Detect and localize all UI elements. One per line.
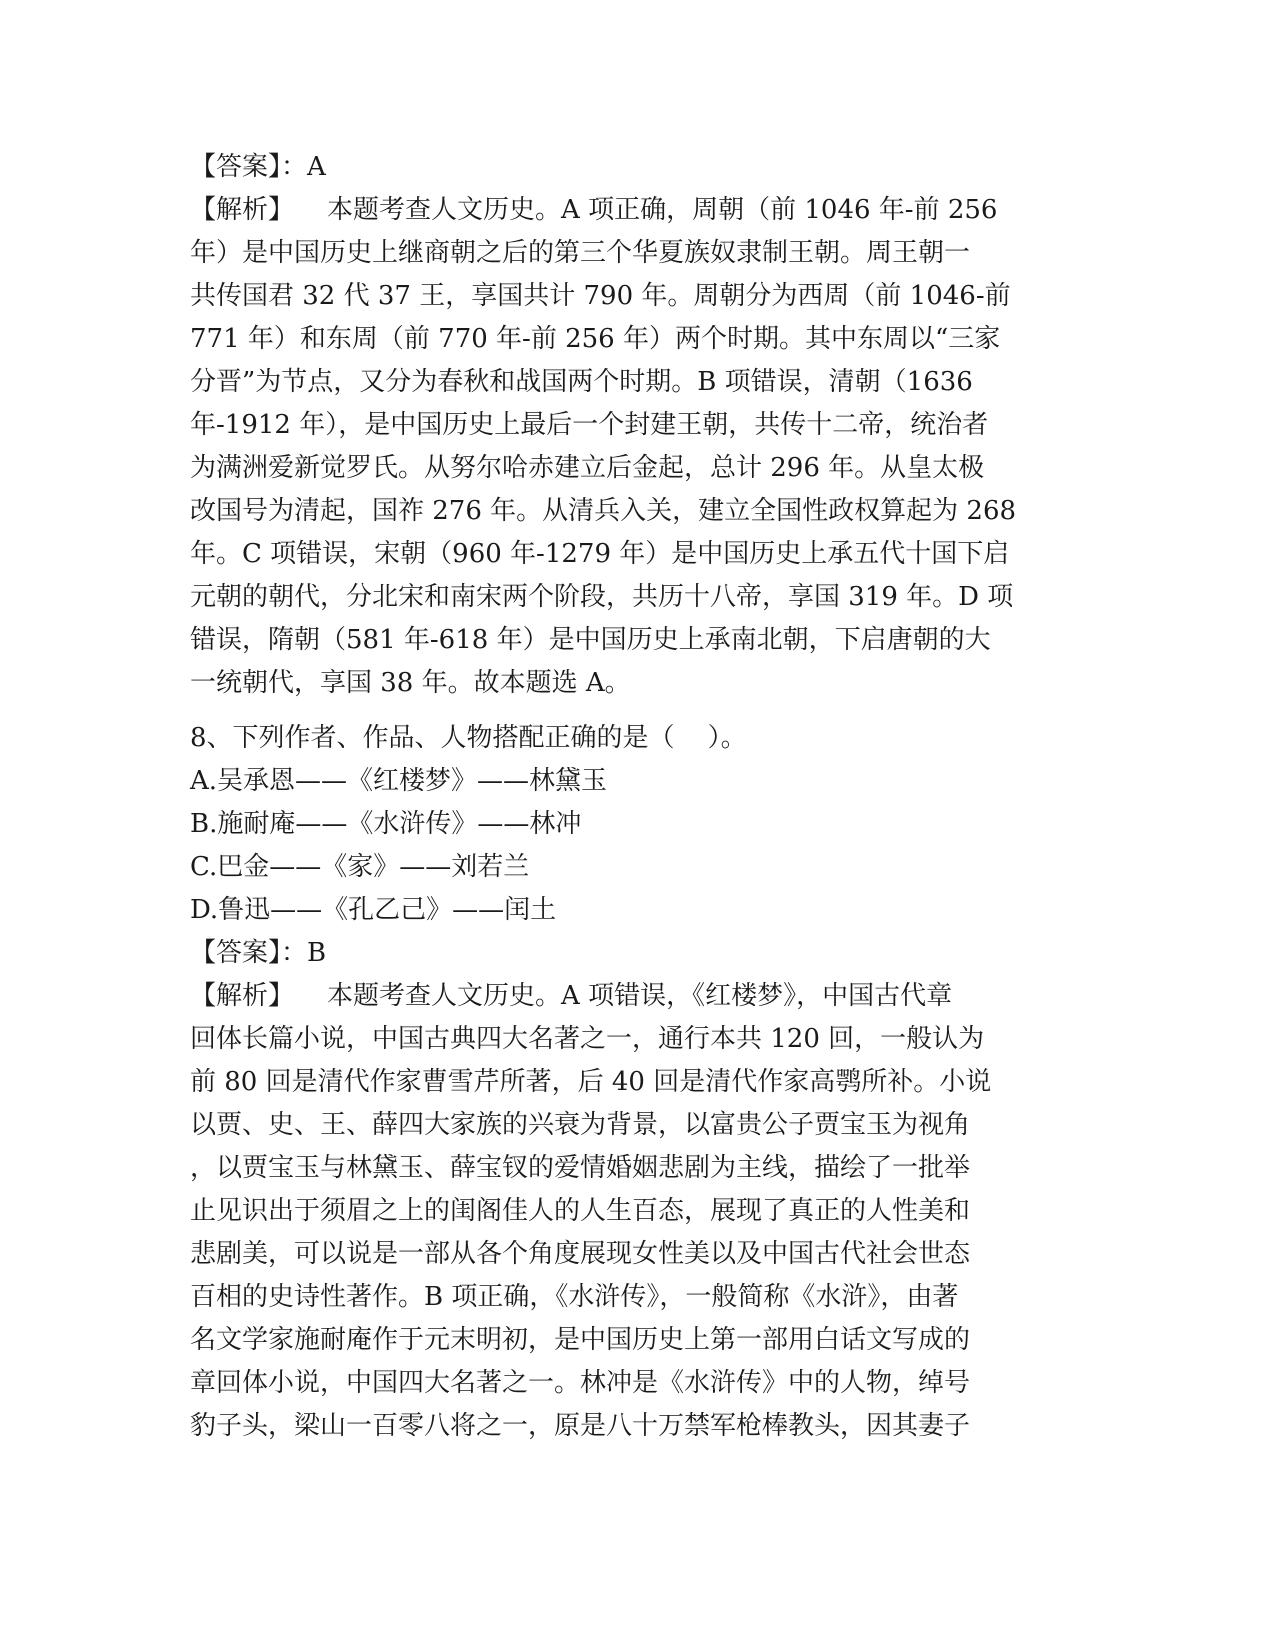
- analysis-line: 回体长篇小说，中国古典四大名著之一，通行本共 120 回，一般认为: [190, 1024, 985, 1054]
- analysis-line: 年）是中国历史上继商朝之后的第三个华夏族奴隶制王朝。周王朝一: [190, 238, 971, 268]
- analysis-line: 以贾、史、王、薛四大家族的兴衰为背景，以富贵公子贾宝玉为视角: [190, 1110, 971, 1140]
- analysis-line: 章回体小说，中国四大名著之一。林冲是《水浒传》中的人物，绰号: [190, 1368, 971, 1398]
- analysis-line: 一统朝代，享国 38 年。故本题选 A。: [190, 668, 631, 698]
- answer-line-q8: 【答案】：B: [190, 938, 327, 968]
- analysis-line: 前 80 回是清代作家曹雪芹所著，后 40 回是清代作家高鹗所补。小说: [190, 1067, 992, 1097]
- analysis-line: 止见识出于须眉之上的闺阁佳人的人生百态，展现了真正的人性美和: [190, 1196, 971, 1226]
- analysis-line: 共传国君 32 代 37 王，享国共计 790 年。周朝分为西周（前 1046-前: [190, 281, 1011, 311]
- document-body: [190, 146, 1095, 1448]
- options-q8: [190, 760, 1095, 932]
- analysis-q7: [190, 189, 1095, 705]
- analysis-line: 名文学家施耐庵作于元末明初，是中国历史上第一部用白话文写成的: [190, 1325, 971, 1355]
- analysis-line: 分晋”为节点，又分为春秋和战国两个时期。B 项错误，清朝（1636: [190, 367, 973, 397]
- analysis-line: 771 年）和东周（前 770 年-前 256 年）两个时期。其中东周以“三家: [190, 324, 1001, 354]
- analysis-line: 错误，隋朝（581 年-618 年）是中国历史上承南北朝，下启唐朝的大: [190, 625, 991, 655]
- analysis-line: 【解析】 本题考查人文历史。A 项错误，《红楼梦》，中国古代章: [190, 981, 953, 1011]
- analysis-line: 元朝的朝代，分北宋和南宋两个阶段，共历十八帝，享国 319 年。D 项: [190, 582, 1014, 612]
- analysis-line: 年。C 项错误，宋朝（960 年-1279 年）是中国历史上承五代十国下启: [190, 539, 1010, 569]
- question-stem-q8: 8、下列作者、作品、人物搭配正确的是（ ）。: [190, 723, 747, 753]
- analysis-line: ，以贾宝玉与林黛玉、薛宝钗的爱情婚姻悲剧为主线，描绘了一批举: [190, 1153, 971, 1183]
- option-d: D.鲁迅——《孔乙己》——闰土: [190, 895, 557, 925]
- answer-line-q7: 【答案】：A: [190, 152, 326, 182]
- option-b: B.施耐庵——《水浒传》——林冲: [190, 809, 582, 839]
- option-c: C.巴金——《家》——刘若兰: [190, 852, 530, 882]
- analysis-line: 改国号为清起，国祚 276 年。从清兵入关，建立全国性政权算起为 268: [190, 496, 1017, 526]
- analysis-line: 悲剧美，可以说是一部从各个角度展现女性美以及中国古代社会世态: [190, 1239, 971, 1269]
- analysis-line: 【解析】 本题考查人文历史。A 项正确，周朝（前 1046 年-前 256: [190, 195, 998, 225]
- option-a: A.吴承恩——《红楼梦》——林黛玉: [190, 766, 608, 796]
- analysis-line: 为满洲爱新觉罗氏。从努尔哈赤建立后金起，总计 296 年。从皇太极: [190, 453, 985, 483]
- analysis-line: 百相的史诗性著作。B 项正确，《水浒传》，一般简称《水浒》，由著: [190, 1282, 959, 1312]
- analysis-q8: [190, 975, 1095, 1448]
- analysis-line: 豹子头，梁山一百零八将之一，原是八十万禁军枪棒教头，因其妻子: [190, 1411, 971, 1441]
- analysis-line: 年-1912 年），是中国历史上最后一个封建王朝，共传十二帝，统治者: [190, 410, 989, 440]
- paragraph-gap: [190, 705, 1095, 717]
